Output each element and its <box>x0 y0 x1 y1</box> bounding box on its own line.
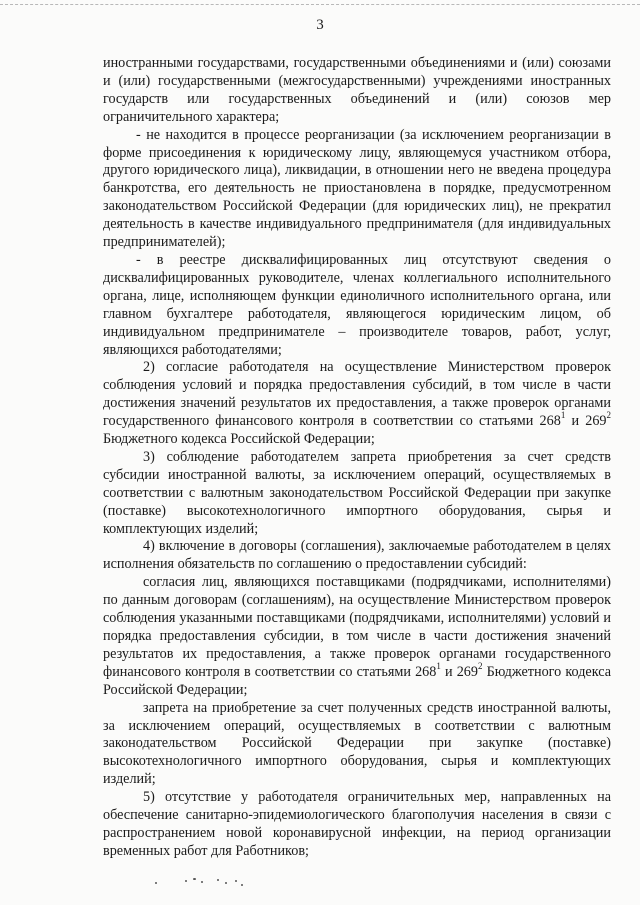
paragraph-sanctions: иностранными государствами, государственными объединениями и (или) союзами и (или) государственными (межгосударственными) учреждениями иностранных государств или государственных объединений и (или) союзов мер ограничительного характера; <box>103 55 611 125</box>
paragraph-item-3-currency: 3) соблюдение работодателем запрета приобретения за счет средств субсидии иностранной валюты, за исключением операций, осуществляемых в соответствии с валютным законодательством Российской Федерации при закупке (поставке) высокотехнологичного импортного оборудования, сырья и комплектующих изделий; <box>103 448 611 537</box>
document-body <box>103 55 611 861</box>
scan-edge-line <box>0 4 640 6</box>
article-268-superscript: 1 <box>560 410 566 421</box>
article-269-superscript: 2 <box>478 661 483 672</box>
scan-specks <box>155 876 265 890</box>
article-269-superscript: 2 <box>606 410 612 421</box>
paragraph-supplier-consent <box>103 574 611 699</box>
supplier-consent-text: согласия лиц, являющихся поставщиками (подрядчиками, исполнителями) по данным договорам (соглашениям), на осуществление Министерством проверок соблюдения указанными поставщиками (подрядчиками, исполнителями) условий и порядка предоставления субсидии, в том числе в части достижения значений результатов их предоставления, а также проверок органами государственного финансового контроля в соответствии со статьями 268 <box>103 574 611 680</box>
item-2-text: 2) согласие работодателя на осуществление Министерством проверок соблюдения условий и порядка предоставления субсидий, в том числе в части достижения значений результатов их предоставления, а также проверок органами государственного финансового контроля в соответствии со статьями 268 <box>103 359 611 430</box>
paragraph-item-5-restrictions: 5) отсутствие у работодателя ограничительных мер, направленных на обеспечение санитарно-эпидемиологического благополучия населения в связи с распространением новой коронавирусной инфекции, на период организации временных работ для Работников; <box>103 789 611 859</box>
paragraph-item-4-contracts: 4) включение в договоры (соглашения), заключаемые работодателем в целях исполнения обязательств по соглашению о предоставлении субсидий: <box>103 538 611 573</box>
budget-code-text: Бюджетного кодекса Российской Федерации; <box>103 663 612 698</box>
page-number: 3 <box>316 17 324 33</box>
paragraph-disqualified-registry: - в реестре дисквалифицированных лиц отсутствуют сведения о дисквалифицированных руководителе, членах коллегиального исполнительного органа, лице, исполняющем функции единоличного исполнительного органа, или главном бухгалтере работодателя, являющегося юридическим лицом, об индивидуальном предпринимателе – производителе товаров, работ, услуг, являющихся работодателями; <box>103 251 611 358</box>
article-268-superscript: 1 <box>436 661 441 672</box>
article-269-text: и 269 <box>565 413 607 430</box>
budget-code-text: Бюджетного кодекса Российской Федерации; <box>103 431 375 448</box>
paragraph-reorganization: - не находится в процессе реорганизации (за исключением реорганизации в форме присоединения к юридическому лицу, являющемуся участником отбора, другого юридического лица), ликвидации, в отношении него не введена процедура банкротства, его деятельность не приостановлена в порядке, предусмотренном законодательством Российской Федерации (для юридических лиц), не прекратил деятельность в качестве индивидуального предпринимателя (для индивидуальных предпринимателей); <box>103 126 611 251</box>
paragraph-currency-ban: запрета на приобретение за счет полученных средств иностранной валюты, за исключением операций, осуществляемых в соответствии с валютным законодательством Российской Федерации при закупке (поставке) высокотехнологичного импортного оборудования, сырья и комплектующих изделий; <box>103 699 611 788</box>
article-269-text: и 269 <box>440 663 478 680</box>
paragraph-item-2-consent <box>103 359 611 449</box>
